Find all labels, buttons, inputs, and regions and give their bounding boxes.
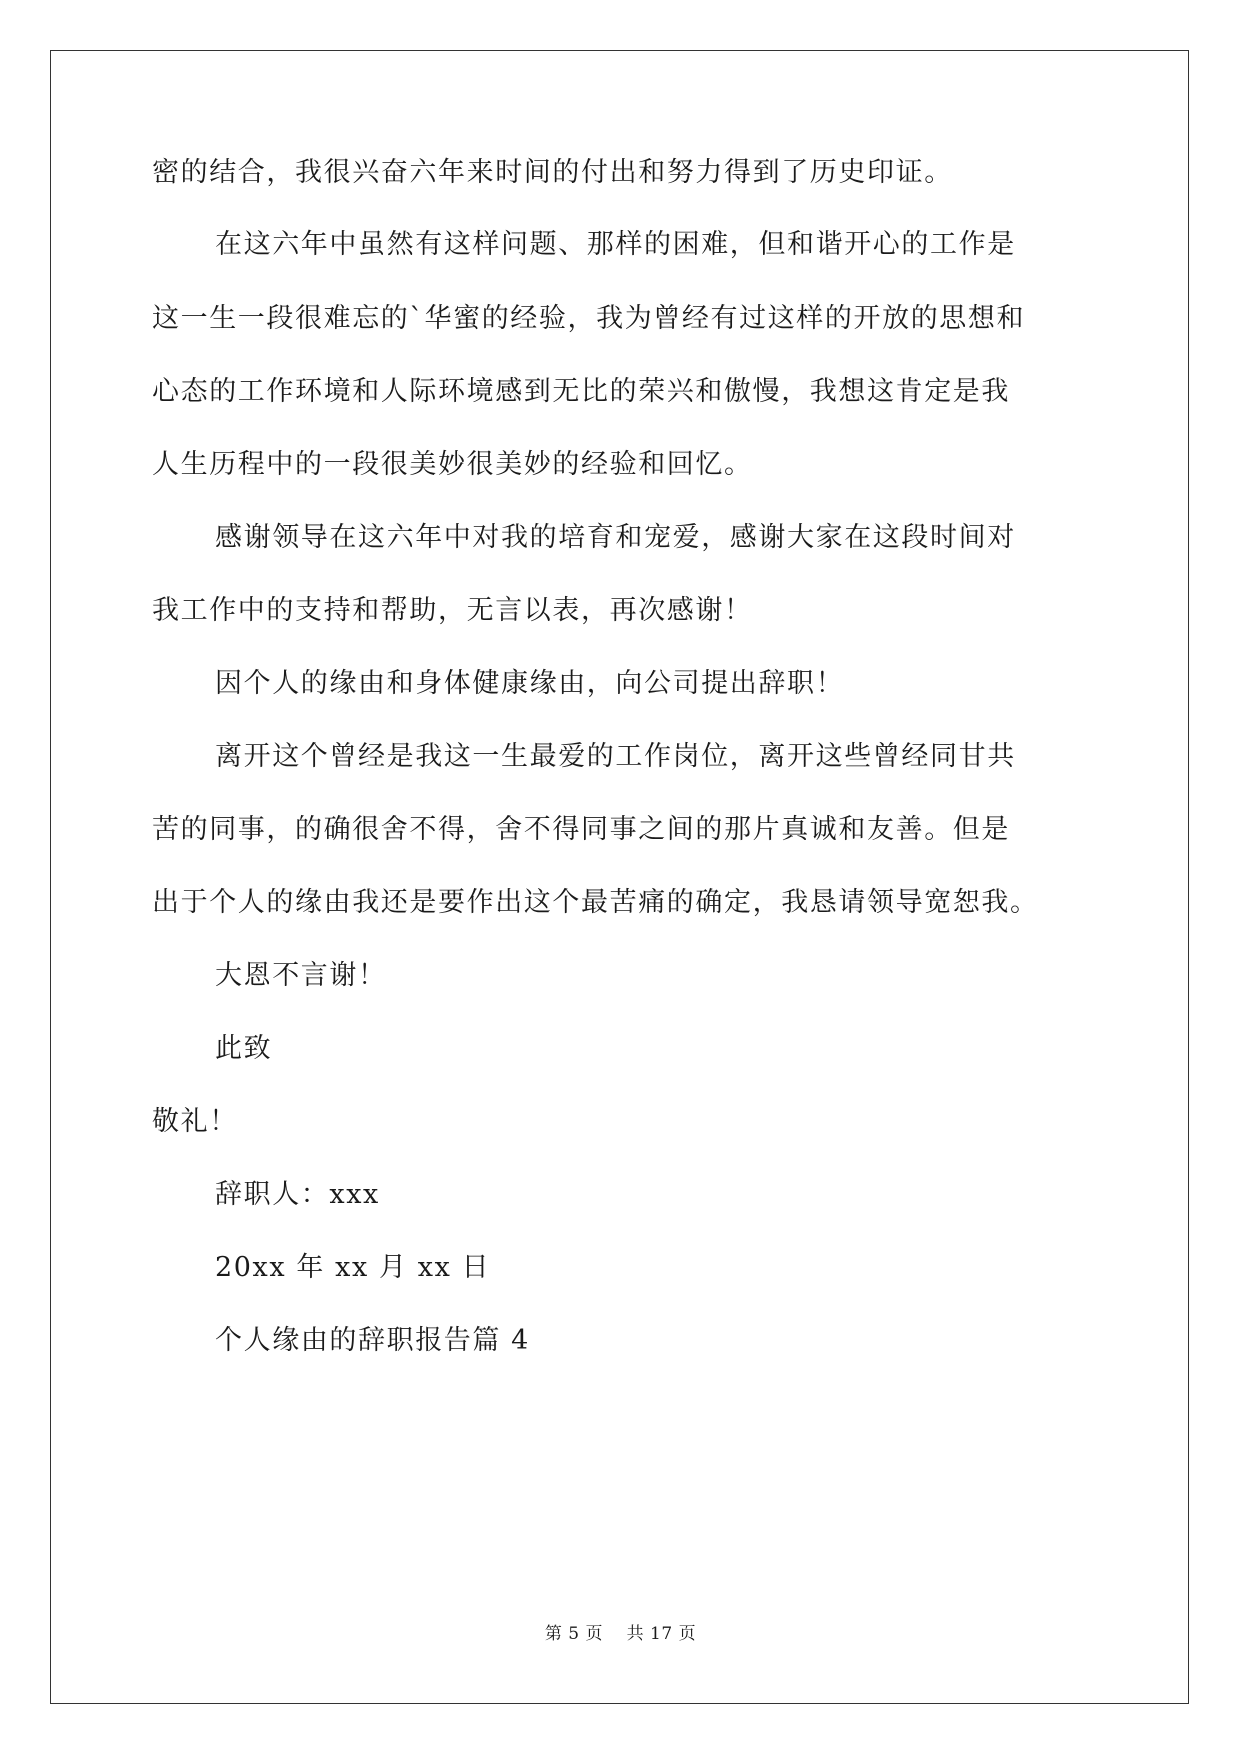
body-line-11: 出于个人的缘由我还是要作出这个最苦痛的确定，我恳请领导宽恕我。 bbox=[152, 887, 1039, 918]
body-line-4: 心态的工作环境和人际环境感到无比的荣兴和傲慢，我想这肯定是我 bbox=[152, 376, 1010, 407]
body-line-10: 苦的同事，的确很舍不得，舍不得同事之间的那片真诚和友善。但是 bbox=[152, 814, 1010, 845]
page-number: 第 5 页 bbox=[544, 1624, 604, 1644]
body-line-5: 人生历程中的一段很美妙很美妙的经验和回忆。 bbox=[152, 449, 753, 480]
body-line-8: 因个人的缘由和身体健康缘由，向公司提出辞职！ bbox=[215, 668, 845, 699]
body-line-9: 离开这个曾经是我这一生最爱的工作岗位，离开这些曾经同甘共 bbox=[215, 741, 1016, 772]
body-line-2: 在这六年中虽然有这样问题、那样的困难，但和谐开心的工作是 bbox=[215, 229, 1016, 260]
salutation-cizhi: 此致 bbox=[215, 1033, 273, 1064]
page-footer bbox=[0, 1623, 1241, 1645]
date-line: 20xx 年 xx 月 xx 日 bbox=[215, 1252, 491, 1283]
body-line-3: 这一生一段很难忘的`华蜜的经验，我为曾经有过这样的开放的思想和 bbox=[152, 303, 1026, 334]
body-line-6: 感谢领导在这六年中对我的培育和宠爱，感谢大家在这段时间对 bbox=[215, 522, 1016, 553]
signature-line: 辞职人：xxx bbox=[215, 1179, 380, 1210]
body-line-7: 我工作中的支持和帮助，无言以表，再次感谢！ bbox=[152, 595, 753, 626]
page-border bbox=[50, 50, 1189, 1704]
section-heading: 个人缘由的辞职报告篇 4 bbox=[215, 1325, 530, 1356]
body-line-1: 密的结合，我很兴奋六年来时间的付出和努力得到了历史印证。 bbox=[152, 157, 953, 188]
page-total: 共 17 页 bbox=[626, 1624, 697, 1644]
closing-thanks: 大恩不言谢！ bbox=[215, 960, 387, 991]
salutation-jingli: 敬礼！ bbox=[152, 1106, 238, 1137]
